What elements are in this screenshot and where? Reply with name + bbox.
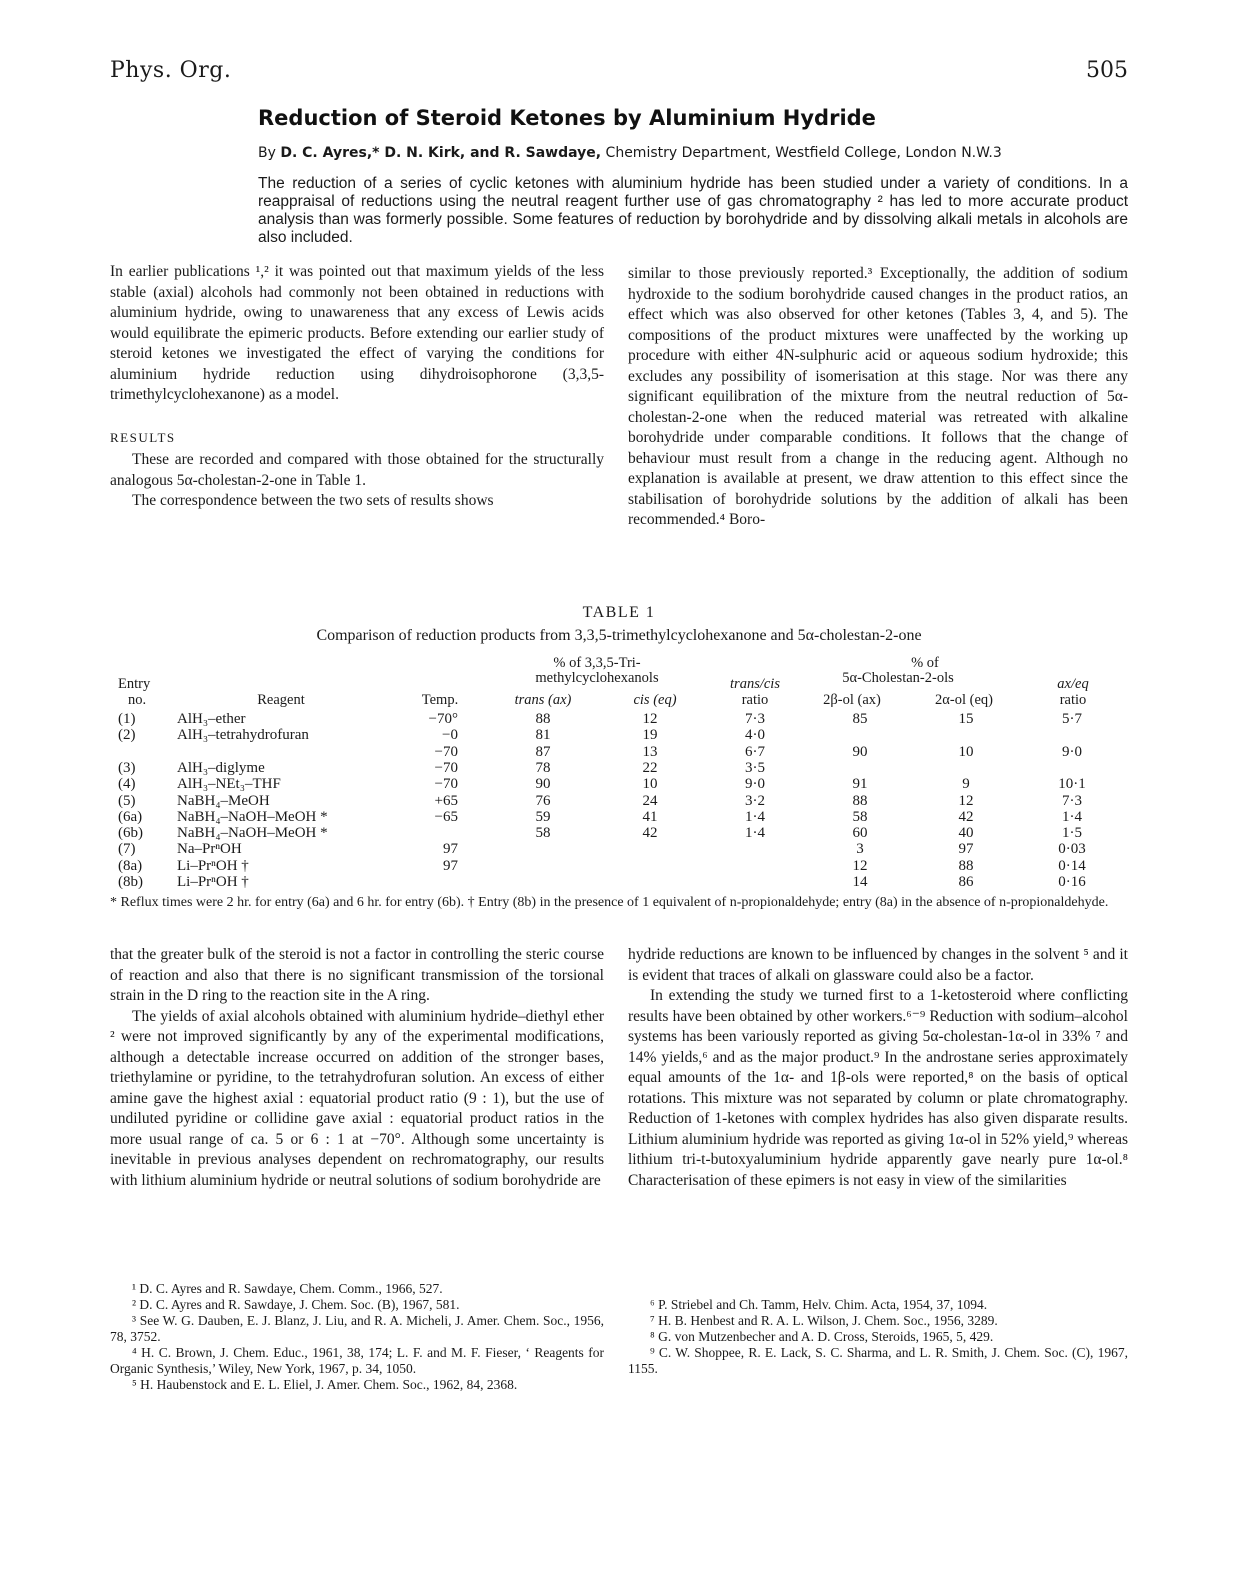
cell-temp: −70° [428,711,458,727]
cell-2beta: 60 [852,825,868,842]
cell-2alpha: 9 [962,776,970,793]
cell-2alpha: 40 [958,825,974,842]
cell-entry: (6b) [118,825,143,842]
reference: ¹ D. C. Ayres and R. Sawdaye, Chem. Comm., 1966, 527. [132,1281,443,1296]
reference: ⁶ P. Striebel and Ch. Tamm, Helv. Chim. Acta, 1954, 37, 1094. [650,1297,988,1312]
results-paragraph-1: These are recorded and compared with those obtained for the structurally analogous 5α-cholestan-2-one in Table 1. [110,451,604,489]
reference: ⁵ H. Haubenstock and E. L. Eliel, J. Amer. Chem. Soc., 1962, 84, 2368. [132,1377,518,1392]
right-paragraph-1: similar to those previously reported.³ Exceptionally, the addition of sodium hydroxide to the sodium borohydride caused changes in the product ratios, an effect which was also observed for other ketones (Tables 3, 4, and 5). The compositions of the product mixtures were unaffected by the working up procedure with either 4N-sulphuric acid or aqueous sodium hydroxide; this excludes any possibility of isomerisation at this stage. Nor was there any significant equilibration of the mixture from the neutral reduction of 5α-cholestan-2-one when the reduced material was retreated with alkaline borohydride under comparable conditions. It follows that the change of behaviour must result from a change in the reducing agent. Although no explanation is available at present, we draw attention to this effect since the stabilisation of borohydride solutions by the addition of alkali has been recommended.⁴ Boro- [628,265,1128,528]
running-head: Phys. Org. [110,58,232,83]
cell-cis: 12 [642,711,658,727]
cell-entry: (3) [118,759,136,776]
cell-ax-eq-ratio: 5·7 [1062,711,1082,727]
cell-trans-cis-ratio: 4·0 [745,727,765,744]
cell-2alpha: 10 [958,743,974,760]
header-cis-eq: cis (eq) [633,692,677,708]
cell-trans: 87 [535,743,551,760]
cell-ax-eq-ratio: 1·5 [1062,825,1082,842]
cell-2alpha: 42 [958,808,974,825]
cell-temp: −0 [442,727,458,744]
table-label: TABLE 1 [582,604,656,621]
cell-trans-cis-ratio: 1·4 [745,825,765,842]
cell-2beta: 90 [852,743,868,760]
header-group1-line1: % of 3,3,5-Tri- [553,655,641,671]
table-caption: Comparison of reduction products from 3,3,5-trimethylcyclohexanone and 5α-cholestan-2-one [316,627,922,644]
affiliation: Chemistry Department, Westfield College, London N.W.3 [601,145,1002,161]
header-axeq-line2: ratio [1059,692,1087,708]
body-left-column-top [110,262,604,512]
reference: ⁷ H. B. Henbest and R. A. L. Wilson, J. Chem. Soc., 1956, 3289. [650,1313,998,1328]
cell-ax-eq-ratio: 7·3 [1062,792,1082,809]
cell-trans: 76 [535,792,551,809]
cell-2alpha: 86 [958,874,974,890]
cell-trans: 59 [535,808,551,825]
cell-reagent: NaBH₄–NaOH–MeOH * [177,808,328,825]
authors: D. C. Ayres,* D. N. Kirk, and R. Sawdaye, [280,145,602,161]
cell-trans-cis-ratio: 9·0 [745,776,765,793]
cell-2beta: 12 [852,857,868,874]
header-group1-line2: methylcyclohexanols [535,670,659,686]
cell-entry: (8a) [118,857,143,874]
page-number: 505 [1086,58,1128,83]
cell-temp: 97 [443,857,458,874]
reference: ² D. C. Ayres and R. Sawdaye, J. Chem. Soc. (B), 1967, 581. [132,1297,460,1312]
cell-reagent: NaBH₄–NaOH–MeOH * [177,825,328,842]
cell-trans-cis-ratio: 6·7 [745,743,765,760]
body-left-column-bottom [110,945,604,1191]
cell-ax-eq-ratio: 0·03 [1058,841,1086,858]
bottom-right-paragraph-2: In extending the study we turned first to a 1-ketosteroid where conflicting results have been obtained by other workers.⁶⁻⁹ Reduction with sodium–alcohol systems has been variously reported as giving 5α-cholestan-1α-ol in 33% ⁷ and 14% yields,⁶ and as the major product.⁹ In the androstane series approximately equal amounts of the 1α- and 1β-ols were reported,⁸ on the basis of optical rotations. This mixture was not separated by column or plate chromatography. Reduction of 1-ketones with complex hydrides has also given disparate results. Lithium aluminium hydride was reported as giving 1α-ol in 52% yield,⁹ whereas lithium tri-t-butoxyaluminium hydride apparently gave nearly pure 1α-ol.⁸ Characterisation of these epimers is not easy in view of the similarities [628,987,1128,1189]
cell-temp: −70 [434,759,458,776]
intro-paragraph: In earlier publications ¹,² it was pointed out that maximum yields of the less stable (axial) alcohols had commonly not been obtained in reductions with aluminium hydride, owing to unawareness that any excess of Lewis acids would equilibrate the epimeric products. Before extending our earlier study of steroid ketones we investigated the effect of varying the conditions for aluminium hydride reduction using dihydroisophorone (3,3,5-trimethylcyclohexanone) as a model. [110,263,604,403]
byline-prefix: By [258,145,281,161]
header-entry-1: Entry [118,676,151,692]
cell-ax-eq-ratio: 9·0 [1062,743,1082,760]
header-transcis-line1: trans/cis [730,676,780,692]
cell-ax-eq-ratio: 1·4 [1062,808,1082,825]
cell-trans-cis-ratio: 7·3 [745,711,765,727]
header-temp: Temp. [421,692,459,708]
results-heading: RESULTS [110,429,176,445]
results-paragraph-2: The correspondence between the two sets of results shows [132,492,494,509]
cell-reagent: AlH₃–ether [177,711,246,727]
header-axeq-line1: ax/eq [1057,676,1089,692]
cell-ax-eq-ratio: 0·14 [1058,857,1086,874]
cell-entry: (5) [118,792,136,809]
cell-reagent: Na–PrⁿOH [177,841,242,858]
cell-2alpha: 12 [958,792,974,809]
cell-entry: (4) [118,776,136,793]
references-right [628,1297,1128,1377]
cell-trans: 78 [535,759,551,776]
cell-reagent: AlH₃–diglyme [177,759,265,776]
header-entry-2: no. [128,692,147,708]
cell-cis: 24 [642,792,658,809]
cell-2alpha: 97 [958,841,974,858]
cell-entry: (8b) [118,874,143,890]
cell-trans: 58 [535,825,551,842]
references-left [110,1281,604,1393]
cell-2alpha: 15 [958,711,974,727]
cell-2beta: 88 [852,792,868,809]
cell-trans: 88 [535,711,551,727]
header-trans-ax: trans (ax) [514,692,572,708]
cell-2beta: 3 [856,841,864,858]
body-right-column-top [628,264,1128,531]
cell-2beta: 58 [852,808,868,825]
header-reagent: Reagent [257,692,305,708]
cell-reagent: AlH₃–tetrahydrofuran [177,727,309,744]
cell-ax-eq-ratio: 0·16 [1058,874,1086,890]
cell-temp: +65 [434,792,458,809]
cell-reagent: AlH₃–NEt₃–THF [177,776,281,793]
cell-trans-cis-ratio: 3·2 [745,792,765,809]
cell-cis: 42 [642,825,658,842]
cell-trans: 81 [535,727,551,744]
cell-entry: (7) [118,841,136,858]
cell-trans-cis-ratio: 3·5 [745,759,765,776]
header-group2-line1: % of [911,655,939,671]
cell-2beta: 85 [852,711,868,727]
cell-cis: 10 [642,776,658,793]
cell-temp: 97 [443,841,458,858]
cell-temp: −65 [434,808,458,825]
bottom-left-paragraph-2: The yields of axial alcohols obtained with aluminium hydride–diethyl ether ² were not improved significantly by any of the experimental modifications, although a detectable increase occurred on addition of the stronger bases, triethylamine or pyridine, to the tetrahydrofuran solution. An excess of either amine gave the highest axial : equatorial product ratio (9 : 1), but the use of undiluted pyridine or collidine gave axial : equatorial product ratios in the more usual range of ca. 5 or 6 : 1 at −70°. Although some uncertainty is inevitable in previous analyses dependent on rechromatography, our results with lithium aluminium hydride or neutral solutions of sodium borohydride are [110,1007,604,1189]
cell-ax-eq-ratio: 10·1 [1058,776,1086,793]
cell-2alpha: 88 [958,857,974,874]
cell-reagent: Li–PrⁿOH † [177,874,249,890]
header-group2-line2: 5α-Cholestan-2-ols [842,670,954,686]
cell-cis: 41 [642,808,658,825]
bottom-left-paragraph-1: that the greater bulk of the steroid is not a factor in controlling the steric course of reaction and also that there is no significant transmission of the torsional strain in the D ring to the reaction site in the A ring. [110,946,604,1004]
bottom-right-paragraph-1: hydride reductions are known to be influenced by changes in the solvent ⁵ and it is evident that traces of alkali on glassware could also be a factor. [628,946,1128,984]
cell-trans: 90 [535,776,551,793]
byline [258,145,1002,161]
reference: ³ See W. G. Dauben, E. J. Blanz, J. Liu, and R. A. Micheli, J. Amer. Chem. Soc., 1956, 78, 3752. [110,1313,604,1344]
cell-cis: 13 [642,743,658,760]
cell-cis: 22 [642,759,658,776]
abstract: The reduction of a series of cyclic ketones with aluminium hydride has been studied under a variety of conditions. In a reappraisal of reductions using the neutral reagent further use of gas chromatography ² has led to more accurate product analysis than was formerly possible. Some features of reduction by borohydride and by dissolving alkali metals in alcohols are also included. [258,175,1128,246]
cell-entry: (1) [118,711,136,727]
cell-reagent: NaBH₄–MeOH [177,792,270,809]
cell-cis: 19 [642,727,658,744]
cell-temp: −70 [434,776,458,793]
reference: ⁹ C. W. Shoppee, R. E. Lack, S. C. Sharma, and L. R. Smith, J. Chem. Soc. (C), 1967, 1155. [628,1345,1128,1376]
reference: ⁸ G. von Mutzenbecher and A. D. Cross, Steroids, 1965, 5, 429. [650,1329,994,1344]
cell-entry: (2) [118,727,136,744]
cell-2beta: 91 [852,776,868,793]
header-2beta-ax: 2β-ol (ax) [823,692,881,708]
article-title: Reduction of Steroid Ketones by Aluminium Hydride [258,106,876,130]
body-right-column-bottom [628,945,1128,1191]
cell-entry: (6a) [118,808,143,825]
cell-2beta: 14 [852,874,868,890]
table-footnote: * Reflux times were 2 hr. for entry (6a) and 6 hr. for entry (6b). † Entry (8b) in the presence of 1 equivalent of n-propionaldehyde; entry (8a) in the absence of n-propionaldehyde. [110,895,1109,910]
header-transcis-line2: ratio [741,692,769,708]
cell-temp: −70 [434,743,458,760]
header-2alpha-eq: 2α-ol (eq) [935,692,993,708]
reference: ⁴ H. C. Brown, J. Chem. Educ., 1961, 38, 174; L. F. and M. F. Fieser, ‘ Reagents for Organic Synthesis,’ Wiley, New York, 1967, p. 34, 1050. [110,1345,604,1376]
cell-reagent: Li–PrⁿOH † [177,857,249,874]
cell-trans-cis-ratio: 1·4 [745,808,765,825]
